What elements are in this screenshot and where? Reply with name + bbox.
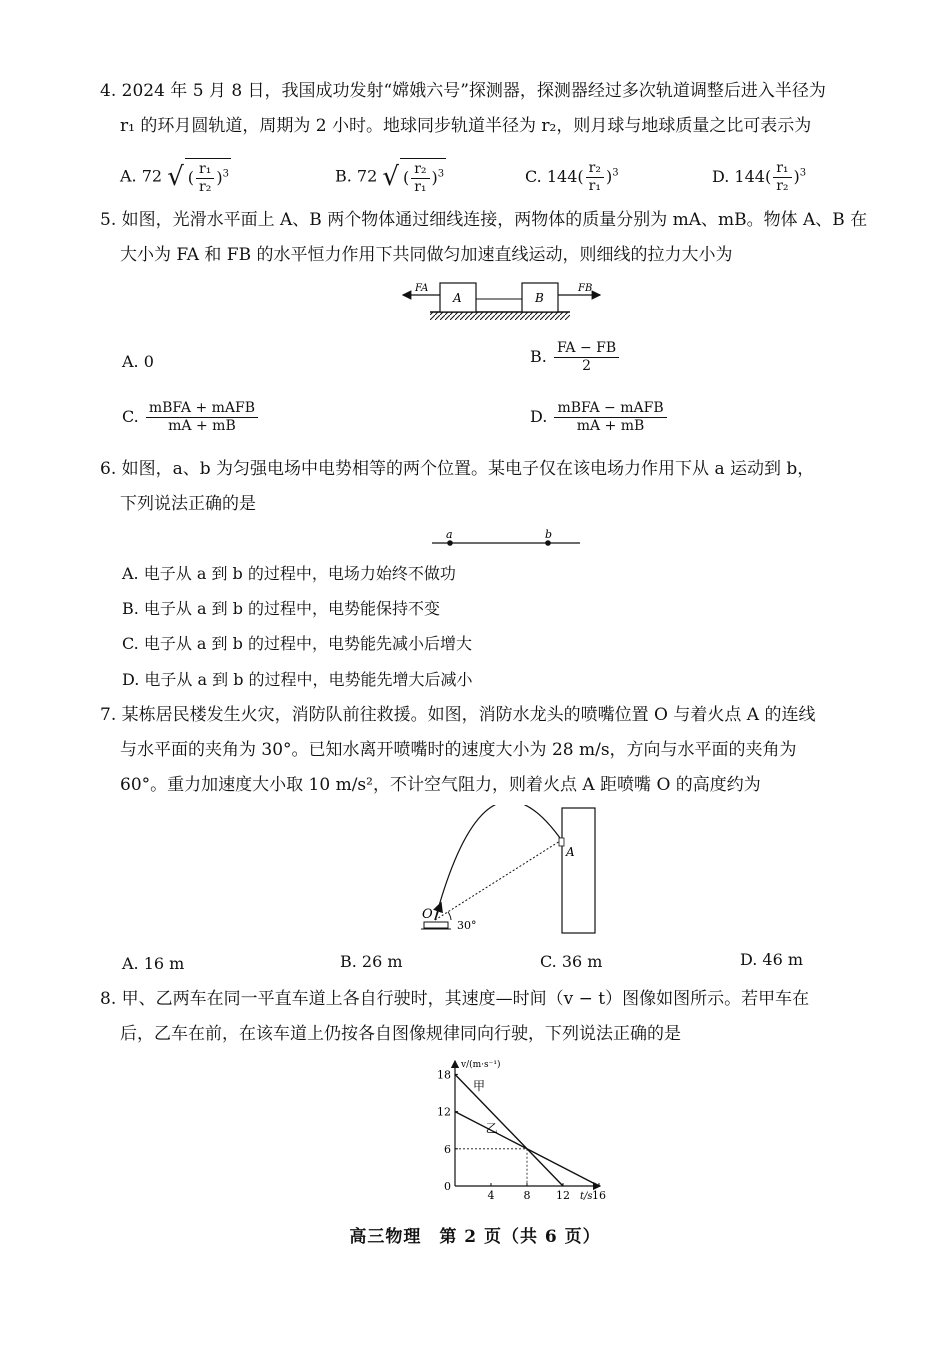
q6-figure — [430, 526, 585, 550]
q7-option-c[interactable]: C. 36 m — [540, 952, 603, 971]
label-b: B — [535, 291, 544, 305]
q5-option-d[interactable]: D. $\frac{\text{mBFA − mAFB}}{mA + mB}$ — [530, 400, 669, 435]
sqrt-icon: √ — [167, 162, 184, 192]
q5-option-a[interactable]: A. 0 — [122, 352, 154, 371]
x-tick-label: 16 — [592, 1189, 606, 1202]
q6-option-c[interactable]: C. 电子从 a 到 b 的过程中，电势能先减小后增大 — [122, 634, 472, 653]
y-tick-label: 6 — [444, 1142, 451, 1156]
label-o: O — [422, 907, 433, 922]
angle-arc — [448, 912, 451, 920]
ground-surface — [430, 312, 570, 320]
x-axis-label: t/s — [580, 1191, 593, 1202]
label-fa: FA — [415, 283, 429, 294]
q4-line2: r₁ 的环月圆轨道，周期为 2 小时。地球同步轨道半径为 r₂，则月球与地球质量之比可表示为 — [120, 116, 812, 136]
q6-line2: 下列说法正确的是 — [120, 494, 256, 514]
q5-figure — [395, 275, 615, 325]
q4-option-d[interactable]: D. 144( $\frac{\text{r₁}}{\text{r₂}}$ )$^3$ — [712, 160, 807, 194]
q7-line1: 7. 某栋居民楼发生火灾，消防队前往救援。如图，消防水龙头的喷嘴位置 O 与着火点 A 的连线 — [100, 705, 816, 725]
building — [562, 808, 595, 933]
sqrt-icon: √ — [382, 162, 399, 192]
q8-line2: 后，乙车在前，在该车道上仍按各自图像规律同向行驶，下列说法正确的是 — [120, 1024, 681, 1044]
label-b: b — [545, 528, 553, 541]
x-tick-label: 8 — [523, 1189, 531, 1202]
y-axis-label: v/(m·s⁻¹) — [461, 1060, 501, 1070]
q4-line1: 4. 2024 年 5 月 8 日，我国成功发射“嫦娥六号”探测器，探测器经过多次轨道调整后进入半径为 — [100, 81, 826, 101]
y-tick-label: 0 — [444, 1180, 451, 1193]
label-a: A — [566, 845, 575, 859]
series-line-1 — [455, 1074, 563, 1186]
q7-line2: 与水平面的夹角为 30°。已知水离开喷嘴时的速度大小为 28 m/s，方向与水平面的夹角为 — [120, 740, 797, 760]
nozzle-base — [424, 922, 448, 928]
fire-point-marker — [559, 838, 564, 846]
q7-option-d[interactable]: D. 46 m — [740, 950, 804, 969]
q4-option-c[interactable]: C. 144( $\frac{\text{r₂}}{\text{r₁}}$ )$^3$ — [525, 160, 619, 194]
q7-figure — [415, 805, 615, 940]
label-a: A — [453, 291, 462, 305]
label-fb: FB — [578, 283, 593, 294]
x-tick-label: 4 — [487, 1189, 495, 1202]
point-a — [447, 540, 453, 546]
vt-chart — [425, 1055, 610, 1205]
series-label-1: 甲 — [473, 1078, 486, 1093]
q6-option-a[interactable]: A. 电子从 a 到 b 的过程中，电场力始终不做功 — [122, 564, 456, 583]
q4-option-b[interactable]: B. 72 √ ( $\frac{\text{r₂}}{\text{r₁}}$ )$^3$ — [335, 158, 446, 196]
series-label-2: 乙 — [485, 1121, 498, 1136]
q5-option-b[interactable]: B. $\frac{FA - FB}{2}$ — [530, 340, 621, 375]
point-b — [545, 540, 551, 546]
y-tick-label: 12 — [437, 1105, 451, 1119]
q4-option-a[interactable]: A. 72 √ ( $\frac{\text{r₁}}{\text{r₂}}$ )$^3$ — [120, 158, 231, 196]
y-tick-label: 18 — [437, 1068, 451, 1082]
line-oa — [435, 841, 560, 920]
page-footer: 高三物理 第 2 页（共 6 页） — [349, 1227, 601, 1247]
q7-line3: 60°。重力加速度大小取 10 m/s²，不计空气阻力，则着火点 A 距喷嘴 O 的高度约为 — [120, 775, 761, 795]
q5-option-c[interactable]: C. $\frac{\text{mBFA + mAFB}}{mA + mB}$ — [122, 400, 260, 435]
x-tick-label: 12 — [556, 1189, 570, 1202]
water-trajectory — [435, 805, 560, 920]
q6-line1: 6. 如图，a、b 为匀强电场中电势相等的两个位置。某电子仅在该电场力作用下从 a 运动到 b， — [100, 459, 815, 479]
label-a: a — [446, 528, 453, 541]
q5-line2: 大小为 FA 和 FB 的水平恒力作用下共同做匀加速直线运动，则细线的拉力大小为 — [120, 245, 733, 265]
q5-line1: 5. 如图，光滑水平面上 A、B 两个物体通过细线连接，两物体的质量分别为 mA、mB。物体 A、B 在 — [100, 210, 868, 230]
q7-option-b[interactable]: B. 26 m — [340, 952, 403, 971]
q6-option-b[interactable]: B. 电子从 a 到 b 的过程中，电势能保持不变 — [122, 599, 441, 618]
label-angle: 30° — [457, 919, 477, 932]
velocity-arrow — [435, 903, 441, 920]
q7-option-a[interactable]: A. 16 m — [122, 954, 185, 973]
q8-line1: 8. 甲、乙两车在同一平直车道上各自行驶时，其速度—时间（v − t）图像如图所示。若甲车在 — [100, 989, 810, 1009]
q6-option-d[interactable]: D. 电子从 a 到 b 的过程中，电势能先增大后减小 — [122, 670, 473, 689]
